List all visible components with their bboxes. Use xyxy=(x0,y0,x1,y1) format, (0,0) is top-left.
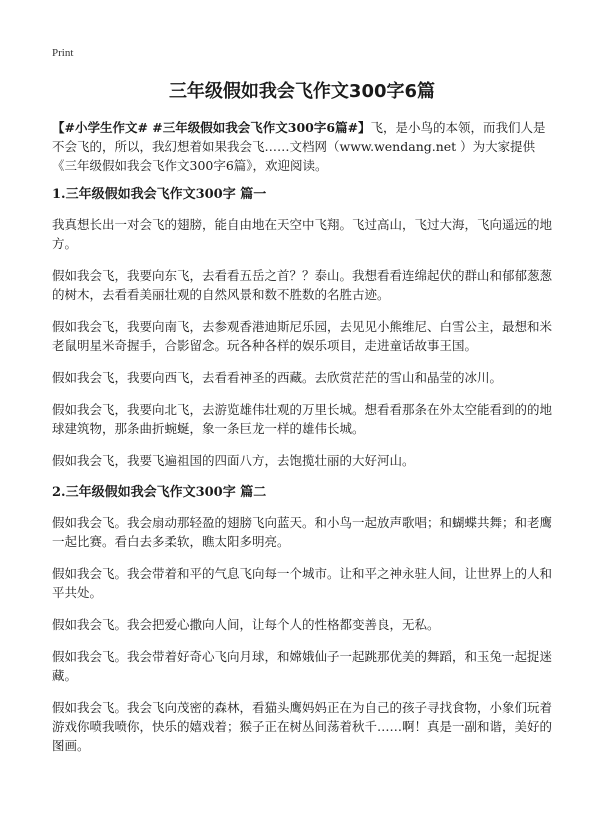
paragraph: 我真想长出一对会飞的翅膀，能自由地在天空中飞翔。飞过高山，飞过大海，飞向遥远的地方。 xyxy=(52,217,553,251)
paragraph: 假如我会飞。我会把爱心撒向人间，让每个人的性格都变善良，无私。 xyxy=(52,617,440,632)
paragraph: 假如我会飞，我要向西飞，去看看神圣的西藏。去欣赏茫茫的雪山和晶莹的冰川。 xyxy=(52,370,503,385)
paragraph: 假如我会飞，我要向北飞，去游览雄伟壮观的万里长城。想看看那条在外太空能看到的的地球建筑物，那条曲折蜿蜒，象一条巨龙一样的雄伟长城。 xyxy=(52,402,553,436)
paragraph: 假如我会飞，我要向南飞，去参观香港迪斯尼乐园，去见见小熊维尼、白雪公主，最想和米老鼠明星米奇握手，合影留念。玩各种各样的娱乐项目，走进童话故事王国。 xyxy=(52,319,553,353)
paragraph: 假如我会飞。我会带着和平的气息飞向每一个城市。让和平之神永驻人间，让世界上的人和平共处。 xyxy=(52,566,553,600)
document-title: 三年级假如我会飞作文300字6篇 xyxy=(168,81,436,102)
intro-text: 飞，是小鸟的本领，而我们人是不会飞的，所以，我幻想着如果我会飞……文档网（www.wendang.net ）为大家提供《三年级假如我会飞作文300字6篇》，欢迎阅读。 xyxy=(52,120,546,173)
section-heading: 2.三年级假如我会飞作文300字 篇二 xyxy=(52,485,267,500)
print-label[interactable]: Print xyxy=(52,47,74,59)
intro-tag: 【#小学生作文# #三年级假如我会飞作文300字6篇#】 xyxy=(52,120,371,135)
paragraph: 假如我会飞。我会飞向茂密的森林，看猫头鹰妈妈正在为自己的孩子寻找食物，小象们玩着游戏你喷我喷你，快乐的嬉戏着；猴子正在树丛间荡着秋千……啊！真是一副和谐，美好的图画。 xyxy=(52,700,553,753)
paragraph: 假如我会飞。我会扇动那轻盈的翅膀飞向蓝天。和小鸟一起放声歌唱；和蝴蝶共舞；和老鹰一起比赛。看白去多柔软，瞧太阳多明亮。 xyxy=(52,515,553,549)
paragraph: 假如我会飞。我会带着好奇心飞向月球，和嫦娥仙子一起跳那优美的舞蹈，和玉兔一起捉迷藏。 xyxy=(52,649,553,683)
paragraph: 假如我会飞，我要飞遍祖国的四面八方，去饱揽壮丽的大好河山。 xyxy=(52,453,415,468)
document-page xyxy=(52,80,552,768)
section-heading: 1.三年级假如我会飞作文300字 篇一 xyxy=(52,187,267,202)
section-2 xyxy=(52,483,552,755)
paragraph: 假如我会飞，我要向东飞，去看看五岳之首？？泰山。我想看看连绵起伏的群山和郁郁葱葱的树木，去看看美丽壮观的自然风景和数不胜数的名胜古迹。 xyxy=(52,268,553,302)
intro-paragraph xyxy=(52,118,552,175)
section-1 xyxy=(52,185,552,470)
